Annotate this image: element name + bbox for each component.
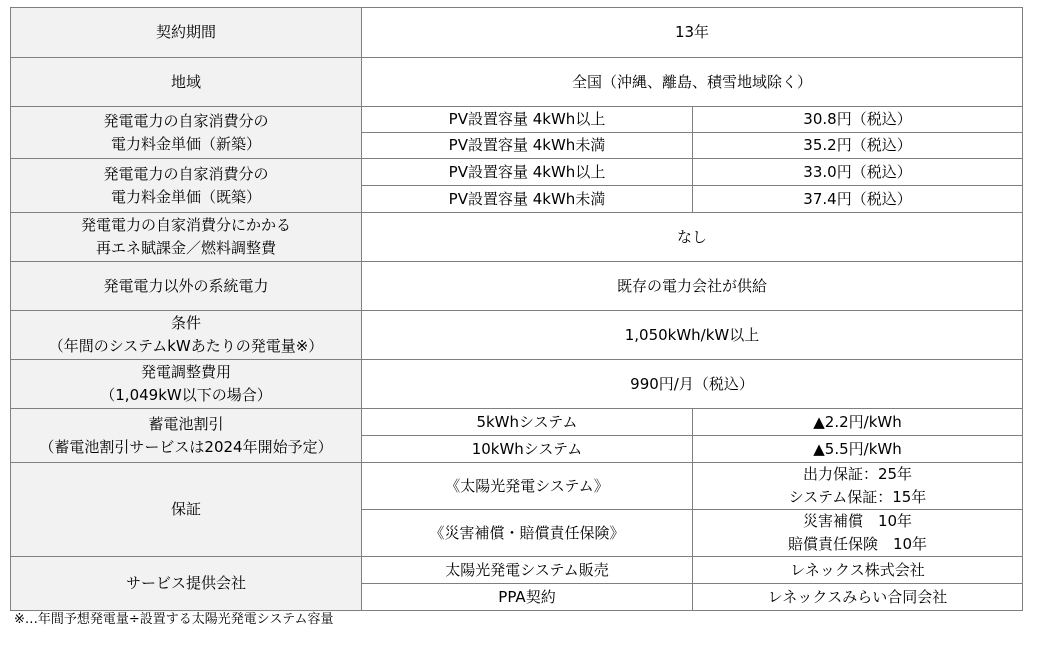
row-grid-power bbox=[11, 262, 1023, 311]
value-surcharge: なし bbox=[362, 213, 1023, 262]
row-adjustment-fee bbox=[11, 360, 1023, 409]
label-condition bbox=[11, 311, 362, 360]
pv-capacity-condition: PV設置容量 4kWh以上 bbox=[362, 159, 693, 186]
value-condition: 1,050kWh/kW以上 bbox=[362, 311, 1023, 360]
value-contract-period: 13年 bbox=[362, 8, 1023, 58]
contract-terms-table bbox=[10, 7, 1023, 611]
battery-discount-amount: ▲2.2円/kWh bbox=[693, 409, 1023, 436]
warranty-detail bbox=[693, 463, 1023, 510]
warranty-name: 《災害補償・賠償責任保険》 bbox=[362, 510, 693, 557]
label-battery-discount bbox=[11, 409, 362, 463]
value-region: 全国（沖縄、離島、積雪地域除く） bbox=[362, 58, 1023, 107]
pv-capacity-condition: PV設置容量 4kWh未満 bbox=[362, 133, 693, 159]
value-adjustment-fee: 990円/月（税込） bbox=[362, 360, 1023, 409]
label-line: 電力料金単価（新築） bbox=[110, 134, 261, 153]
label-warranty: 保証 bbox=[11, 463, 362, 557]
label-surcharge bbox=[11, 213, 362, 262]
row-price-existing-1 bbox=[11, 159, 1023, 186]
label-line: 発電調整費用 bbox=[140, 363, 231, 381]
row-condition bbox=[11, 311, 1023, 360]
label-adjustment-fee bbox=[11, 360, 362, 409]
value-grid-power: 既存の電力会社が供給 bbox=[362, 262, 1023, 311]
label-line: 条件 bbox=[170, 314, 201, 332]
unit-price: 33.0円（税込） bbox=[693, 159, 1023, 186]
provider-service: PPA契約 bbox=[362, 584, 693, 611]
label-line: （蓄電池割引サービスは2024年開始予定） bbox=[39, 437, 333, 456]
battery-system: 10kWhシステム bbox=[362, 436, 693, 463]
detail-line: 出力保証：25年 bbox=[802, 465, 913, 483]
warranty-detail bbox=[693, 510, 1023, 557]
label-price-new bbox=[11, 107, 362, 159]
row-warranty-1 bbox=[11, 463, 1023, 510]
label-providers: サービス提供会社 bbox=[11, 557, 362, 611]
row-contract-period bbox=[11, 8, 1023, 58]
label-line: 再エネ賦課金／燃料調整費 bbox=[95, 239, 276, 257]
detail-line: システム保証：15年 bbox=[788, 488, 927, 506]
label-line: 発電電力の自家消費分の bbox=[103, 111, 269, 130]
provider-company: レネックス株式会社 bbox=[693, 557, 1023, 584]
unit-price: 35.2円（税込） bbox=[693, 133, 1023, 159]
label-line: 蓄電池割引 bbox=[148, 414, 224, 433]
label-line: （年間のシステムkWあたりの発電量※） bbox=[48, 337, 324, 355]
label-line: 発電電力の自家消費分にかかる bbox=[80, 216, 291, 234]
provider-service: 太陽光発電システム販売 bbox=[362, 557, 693, 584]
unit-price: 30.8円（税込） bbox=[693, 107, 1023, 133]
row-battery-discount-1 bbox=[11, 409, 1023, 436]
footnote: ※…年間予想発電量÷設置する太陽光発電システム容量 bbox=[14, 612, 334, 627]
detail-line: 災害補償 10年 bbox=[802, 512, 913, 530]
battery-discount-amount: ▲5.5円/kWh bbox=[693, 436, 1023, 463]
battery-system: 5kWhシステム bbox=[362, 409, 693, 436]
row-surcharge bbox=[11, 213, 1023, 262]
warranty-name: 《太陽光発電システム》 bbox=[362, 463, 693, 510]
row-region bbox=[11, 58, 1023, 107]
label-line: （1,049kW以下の場合） bbox=[100, 386, 272, 404]
label-contract-period: 契約期間 bbox=[11, 8, 362, 58]
label-line: 電力料金単価（既築） bbox=[110, 187, 261, 206]
label-line: 発電電力の自家消費分の bbox=[103, 164, 269, 183]
label-grid-power: 発電電力以外の系統電力 bbox=[11, 262, 362, 311]
unit-price: 37.4円（税込） bbox=[693, 186, 1023, 213]
provider-company: レネックスみらい合同会社 bbox=[693, 584, 1023, 611]
row-price-new-1 bbox=[11, 107, 1023, 133]
row-provider-1 bbox=[11, 557, 1023, 584]
label-region: 地域 bbox=[11, 58, 362, 107]
label-price-existing bbox=[11, 159, 362, 213]
detail-line: 賠償責任保険 10年 bbox=[787, 535, 928, 553]
pv-capacity-condition: PV設置容量 4kWh未満 bbox=[362, 186, 693, 213]
pv-capacity-condition: PV設置容量 4kWh以上 bbox=[362, 107, 693, 133]
